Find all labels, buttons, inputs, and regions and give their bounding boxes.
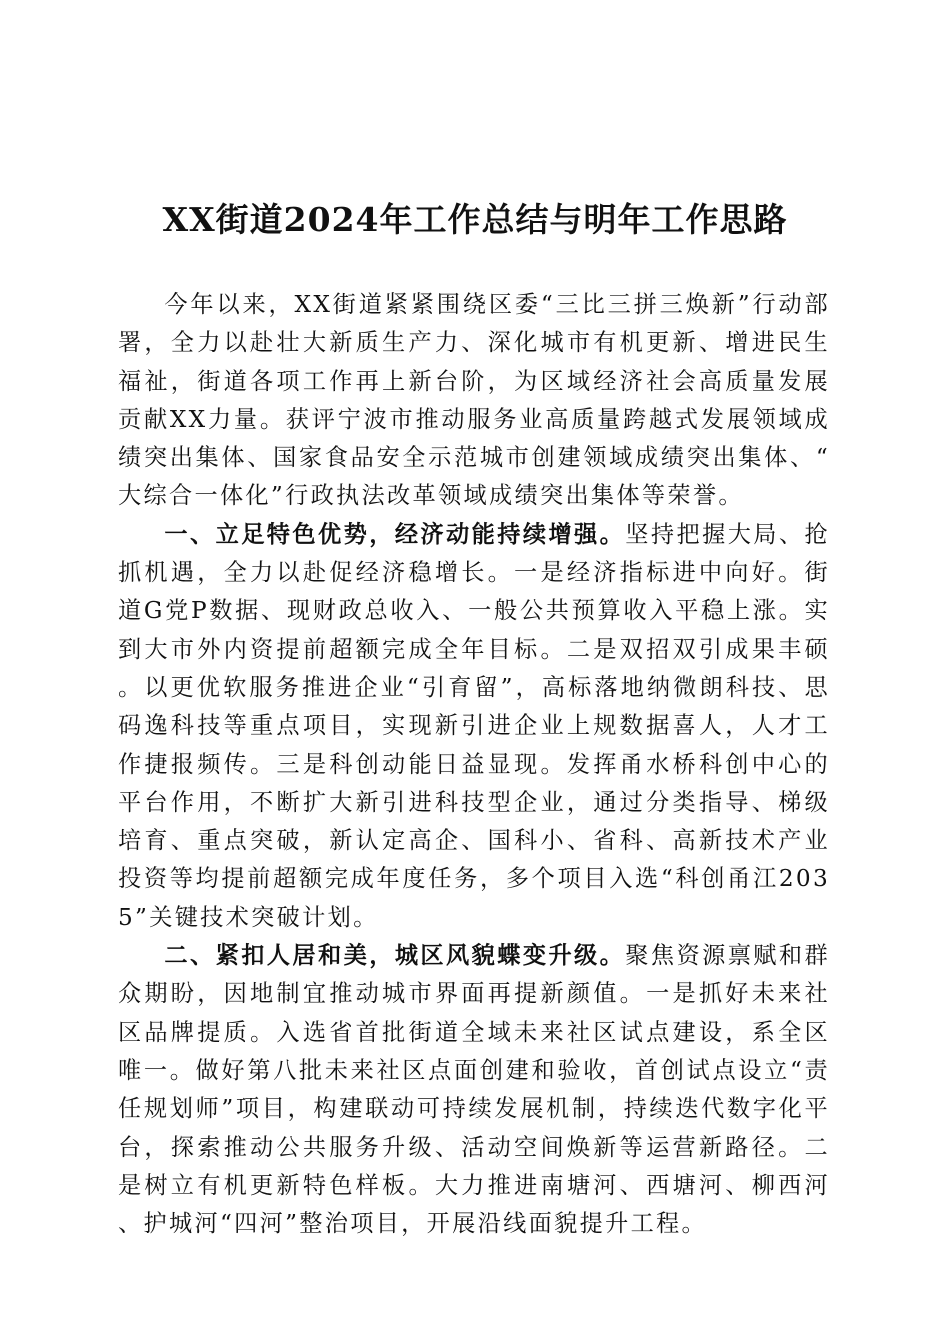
section-paragraph-2 xyxy=(118,937,830,1243)
document-body xyxy=(118,286,830,1243)
intro-paragraph: 今年以来，XX街道紧紧围绕区委“三比三拼三焕新”行动部署，全力以赴壮大新质生产力、深化城市有机更新、增进民生福祉，街道各项工作再上新台阶，为区域经济社会高质量发展贡献XX力量。获评宁波市推动服务业高质量跨越式发展领域成绩突出集体、国家食品安全示范城市创建领域成绩突出集体、“大综合一体化”行政执法改革领域成绩突出集体等荣誉。 xyxy=(118,291,830,510)
section-heading-2: 二、紧扣人居和美，城区风貌蝶变升级。 xyxy=(164,942,626,970)
document-title: XX街道2024年工作总结与明年工作思路 xyxy=(162,200,788,239)
section-heading-1: 一、立足特色优势，经济动能持续增强。 xyxy=(164,520,626,548)
section-text-1: 坚持把握大局、抢抓机遇，全力以赴促经济稳增长。一是经济指标进中向好。街道G党P数据、现财政总收入、一般公共预算收入平稳上涨。实到大市外内资提前超额完成全年目标。二是双招双引成果丰硕。以更优软服务推进企业“引育留”，高标落地纳微朗科技、思码逸科技等重点项目，实现新引进企业上规数据喜人，人才工作捷报频传。三是科创动能日益显现。发挥甬水桥科创中心的平台作用，不断扩大新引进科技型企业，通过分类指导、梯级培育、重点突破，新认定高企、国科小、省科、高新技术产业投资等均提前超额完成年度任务，多个项目入选“科创甬江2035”关键技术突破计划。 xyxy=(118,520,830,931)
section-paragraph-1 xyxy=(118,516,830,937)
section-text-2: 聚焦资源禀赋和群众期盼，因地制宜推动城市界面再提新颜值。一是抓好未来社区品牌提质。入选省首批街道全域未来社区试点建设，系全区唯一。做好第八批未来社区点面创建和验收，首创试点设立“责任规划师”项目，构建联动可持续发展机制，持续迭代数字化平台，探索推动公共服务升级、活动空间焕新等运营新路径。二是树立有机更新特色样板。大力推进南塘河、西塘河、柳西河、护城河“四河”整治项目，开展沿线面貌提升工程。 xyxy=(118,942,830,1238)
